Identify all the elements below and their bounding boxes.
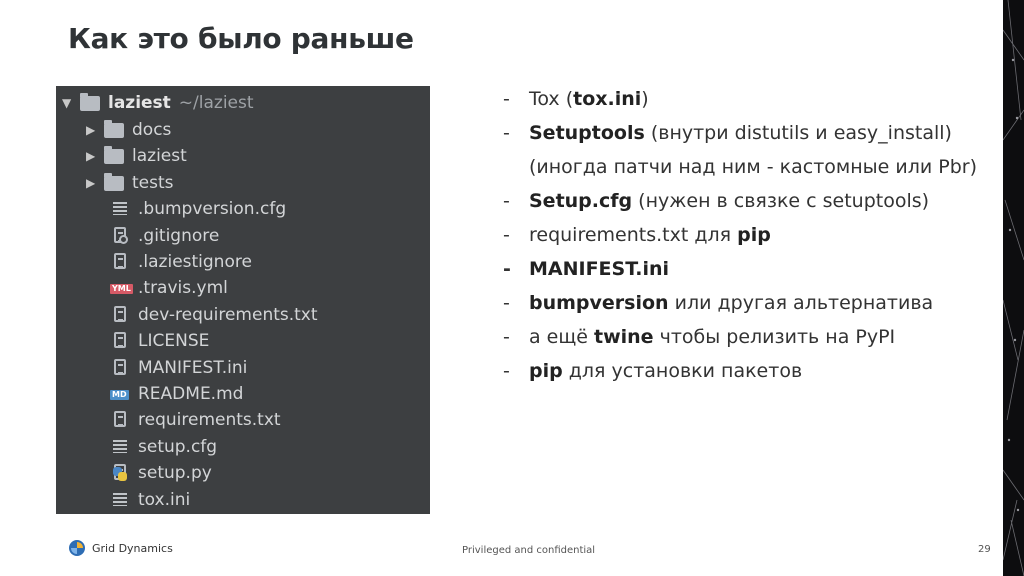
bullet-dash: -	[503, 360, 510, 382]
tree-item-label: tox.ini	[138, 489, 191, 510]
chevron-right-icon[interactable]: ▶	[86, 149, 96, 164]
folder-icon	[104, 147, 124, 165]
chevron-right-icon[interactable]: ▶	[86, 123, 96, 137]
bullet-item	[503, 354, 993, 388]
md-file-icon	[110, 385, 130, 403]
yml-badge: YML	[112, 284, 131, 294]
ignore-file-icon	[110, 227, 130, 245]
decorative-side-strip	[1003, 0, 1024, 576]
text-file-icon	[110, 306, 130, 324]
chevron-right-icon[interactable]: ▶	[86, 175, 96, 190]
tree-item-label: tests	[132, 172, 174, 193]
tree-item-label: dev-requirements.txt	[138, 304, 318, 325]
tree-folder[interactable]	[86, 143, 187, 169]
tree-item-label: setup.cfg	[138, 436, 218, 457]
page-number: 29	[978, 544, 991, 555]
tree-file[interactable]	[110, 407, 281, 433]
bullet-dash: -	[503, 190, 510, 212]
grid-dynamics-logo-icon	[68, 539, 86, 557]
tree-file[interactable]	[110, 223, 219, 249]
bullet-text: MANIFEST.ini	[529, 258, 670, 280]
tree-item-label: MANIFEST.ini	[138, 357, 248, 378]
tree-folder[interactable]	[86, 170, 174, 196]
bullet-dash: -	[503, 122, 510, 144]
tree-file[interactable]	[110, 196, 286, 222]
tree-item-label: setup.py	[138, 463, 212, 484]
tree-item-label: .gitignore	[138, 225, 220, 246]
tree-item-label: .bumpversion.cfg	[138, 199, 287, 220]
bullet-text: Tox (tox.ini)	[529, 88, 649, 110]
bullet-dash: -	[503, 326, 510, 348]
logo-text: Grid Dynamics	[92, 541, 173, 555]
bullet-item	[503, 218, 993, 252]
bullet-item	[503, 286, 993, 320]
bullet-text: а ещё twine чтобы релизить на PyPI	[529, 326, 896, 348]
chevron-down-icon[interactable]: ▼	[62, 96, 72, 110]
text-file-icon	[110, 359, 130, 377]
bullet-dash: -	[503, 88, 510, 110]
md-badge: MD	[112, 390, 127, 399]
tree-file[interactable]	[110, 275, 228, 301]
yml-file-icon	[110, 279, 130, 297]
bullet-text: requirements.txt для pip	[529, 224, 771, 246]
tree-file[interactable]	[110, 460, 212, 486]
tree-file[interactable]	[110, 302, 318, 328]
bullet-text: pip для установки пакетов	[529, 360, 803, 382]
config-file-icon	[110, 200, 130, 218]
bullet-text: Setup.cfg (нужен в связке с setuptools)	[529, 190, 930, 212]
bullet-text: bumpversion или другая альтернатива	[529, 292, 934, 314]
bullet-item	[503, 82, 993, 116]
bullet-text: Setuptools (внутри distutils и easy_install) (иногда патчи над ним - кастомные или Pbr)	[529, 122, 978, 178]
tree-item-label: requirements.txt	[138, 410, 281, 431]
tree-item-label: docs	[132, 120, 172, 140]
bullet-item	[503, 252, 993, 286]
tree-root[interactable]	[62, 90, 254, 116]
text-file-icon	[110, 332, 130, 350]
tree-item-label: laziest	[132, 146, 187, 167]
tree-file[interactable]	[110, 249, 252, 275]
python-file-icon	[110, 464, 130, 482]
bullet-list	[503, 82, 993, 388]
folder-icon	[80, 94, 100, 112]
text-file-icon	[110, 411, 130, 429]
tree-item-label: README.md	[138, 384, 244, 404]
slide-title: Как это было раньше	[68, 22, 414, 55]
tree-file[interactable]	[110, 487, 190, 513]
bullet-dash: -	[503, 292, 510, 314]
tree-file[interactable]	[110, 381, 243, 407]
network-pattern-icon	[1003, 0, 1024, 576]
project-tree-panel	[56, 86, 430, 514]
tree-root-name: laziest	[108, 93, 171, 113]
tree-item-label: .laziestignore	[138, 252, 252, 272]
folder-icon	[104, 121, 124, 139]
bullet-item	[503, 320, 993, 354]
folder-icon	[104, 174, 124, 192]
tree-folder[interactable]	[86, 117, 171, 143]
tree-item-label: LICENSE	[138, 331, 210, 352]
bullet-dash: -	[503, 224, 510, 246]
text-file-icon	[110, 253, 130, 271]
tree-file[interactable]	[110, 328, 209, 354]
tree-item-label: .travis.yml	[138, 278, 228, 299]
tree-file[interactable]	[110, 355, 247, 381]
config-file-icon	[110, 438, 130, 456]
bullet-item	[503, 184, 993, 218]
confidential-note: Privileged and confidential	[462, 545, 596, 556]
tree-file[interactable]	[110, 434, 217, 460]
config-file-icon	[110, 491, 130, 509]
bullet-item	[503, 116, 993, 184]
tree-root-path: ~/laziest	[178, 93, 254, 113]
company-logo	[68, 539, 173, 557]
bullet-dash: -	[503, 258, 511, 280]
